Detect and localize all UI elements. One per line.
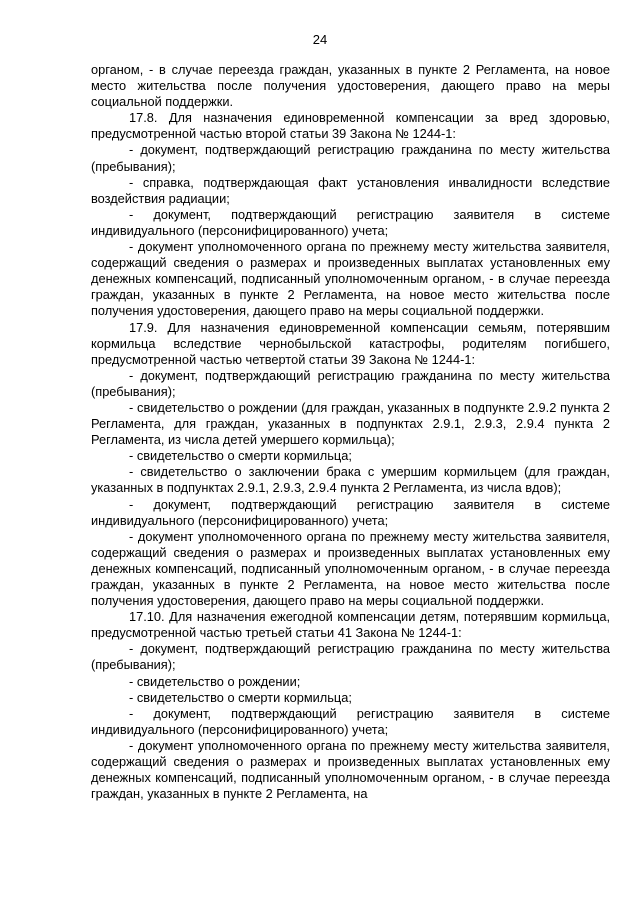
paragraph: - документ, подтверждающий регистрацию заявителя в системе индивидуального (персонифицированного) учета; <box>91 206 610 238</box>
paragraph: 17.10. Для назначения ежегодной компенсации детям, потерявшим кормильца, предусмотренной частью третьей статьи 41 Закона № 1244-1: <box>91 609 610 641</box>
paragraph: - документ, подтверждающий регистрацию заявителя в системе индивидуального (персонифицированного) учета; <box>91 496 610 528</box>
paragraph: - документ, подтверждающий регистрацию гражданина по месту жительства (пребывания); <box>91 641 610 673</box>
paragraph: - справка, подтверждающая факт установления инвалидности вследствие воздействия радиации; <box>91 174 610 206</box>
paragraph: - свидетельство о смерти кормильца; <box>129 689 352 705</box>
paragraph: - документ, подтверждающий регистрацию гражданина по месту жительства (пребывания); <box>91 142 610 174</box>
paragraph: - документ уполномоченного органа по прежнему месту жительства заявителя, содержащий сведения о размерах и произведенных выплатах установленных ему денежных компенсаций, подписанный уполномоченным органом, - в случае переезда граждан, указанных в пункте 2 Регламента, на <box>91 737 610 802</box>
paragraph: - документ, подтверждающий регистрацию гражданина по месту жительства (пребывания); <box>91 367 610 399</box>
paragraph: - свидетельство о рождении; <box>129 673 301 689</box>
paragraph: - свидетельство о смерти кормильца; <box>129 448 352 464</box>
paragraph: 17.8. Для назначения единовременной компенсации за вред здоровью, предусмотренной частью второй статьи 39 Закона № 1244-1: <box>91 110 610 142</box>
paragraph: - документ уполномоченного органа по прежнему месту жительства заявителя, содержащий сведения о размерах и произведенных выплатах установленных ему денежных компенсаций, подписанный уполномоченным органом, - в случае переезда граждан, указанных в пункте 2 Регламента, на новое место жительства после получения удостоверения, дающего право на меры социальной поддержки. <box>91 528 610 609</box>
document-body <box>91 62 610 802</box>
paragraph: - свидетельство о рождении (для граждан, указанных в подпункте 2.9.2 пункта 2 Регламента, для граждан, указанных в подпунктах 2.9.1, 2.9.3, 2.9.4 пункта 2 Регламента, из числа детей умершего кормильца); <box>91 399 610 448</box>
page-number: 24 <box>312 32 328 47</box>
paragraph: - документ уполномоченного органа по прежнему месту жительства заявителя, содержащий сведения о размерах и произведенных выплатах установленных ему денежных компенсаций, подписанный уполномоченным органом, - в случае переезда граждан, указанных в пункте 2 Регламента, на новое место жительства после получения удостоверения, дающего право на меры социальной поддержки. <box>91 239 610 319</box>
paragraph: - свидетельство о заключении брака с умершим кормильцем (для граждан, указанных в подпунктах 2.9.1, 2.9.3, 2.9.4 пункта 2 Регламента, из числа вдов); <box>91 464 610 496</box>
paragraph: - документ, подтверждающий регистрацию заявителя в системе индивидуального (персонифицированного) учета; <box>91 705 610 737</box>
paragraph: органом, - в случае переезда граждан, указанных в пункте 2 Регламента, на новое место жительства после получения удостоверения, дающего право на меры социальной поддержки. <box>91 62 610 110</box>
paragraph: 17.9. Для назначения единовременной компенсации семьям, потерявшим кормильца вследствие чернобыльской катастрофы, родителям погибшего, предусмотренной частью четвертой статьи 39 Закона № 1244-1: <box>91 319 610 367</box>
